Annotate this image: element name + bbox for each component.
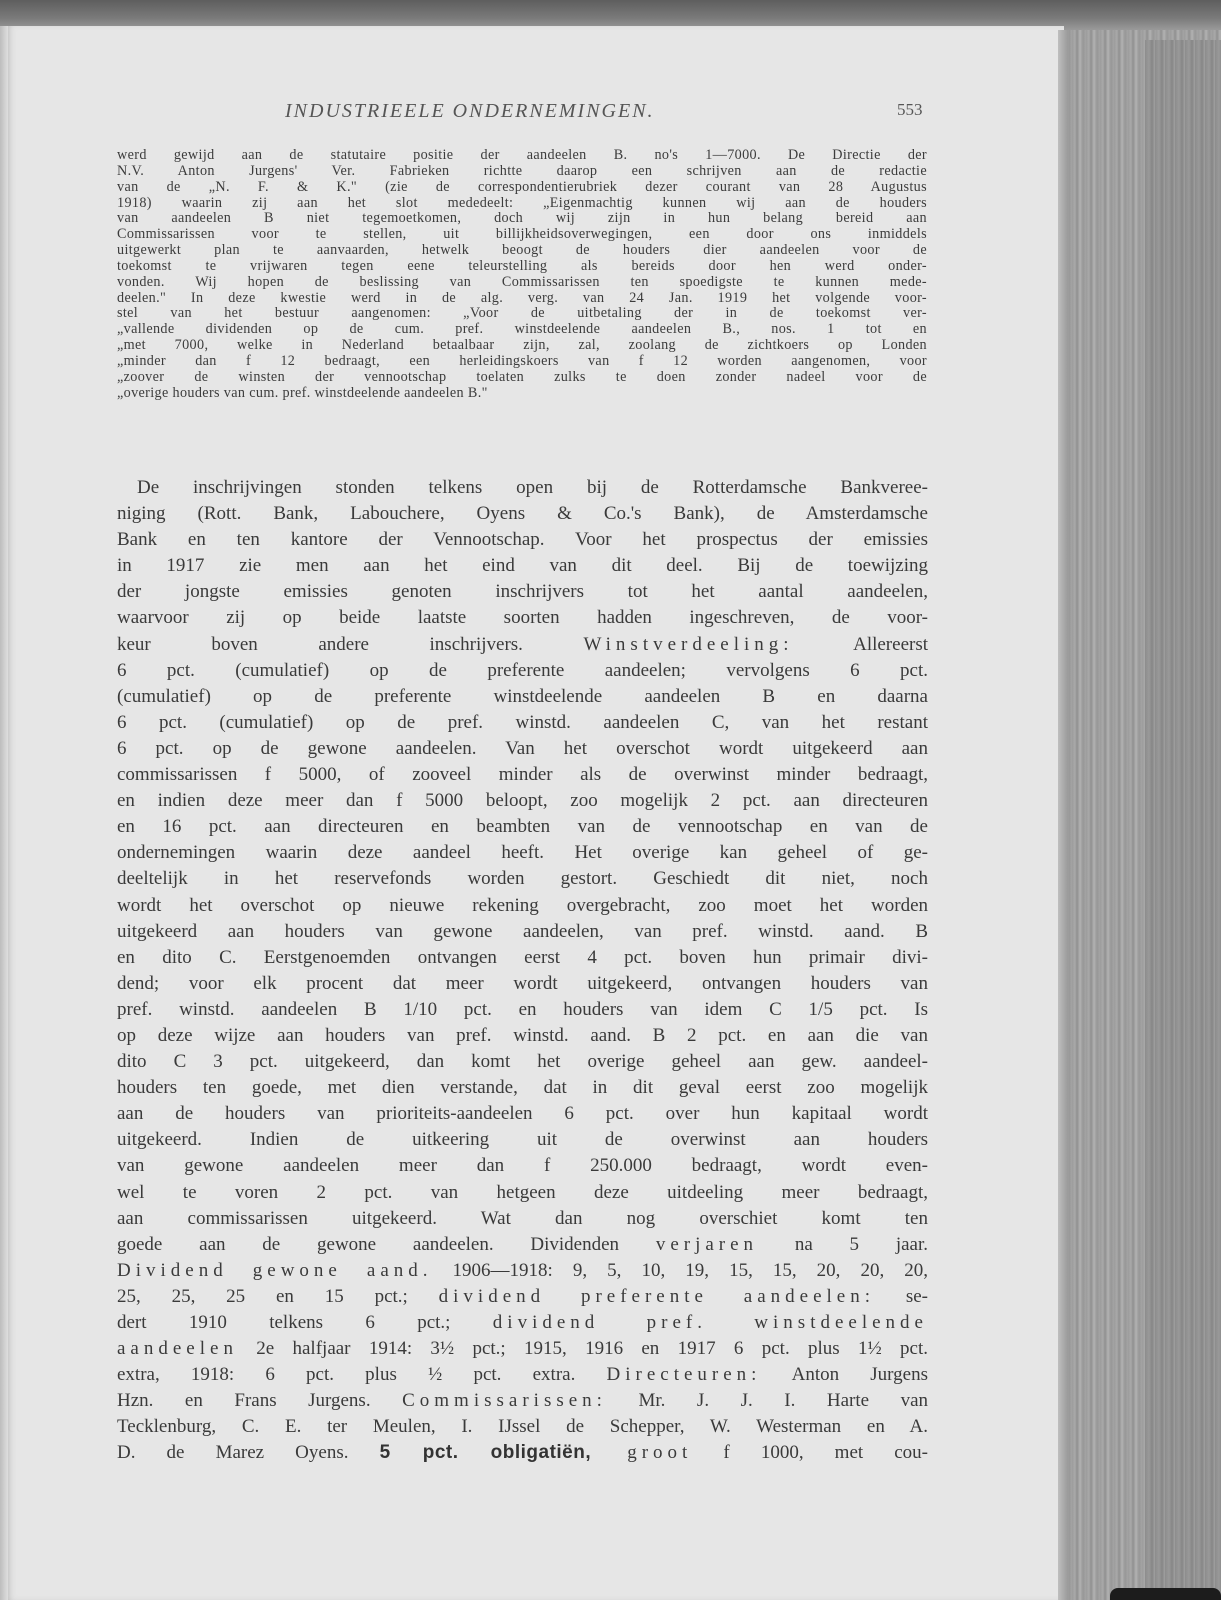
page-number: 553: [897, 100, 923, 119]
spaced-keyword: Dividend gewone aand.: [117, 1259, 433, 1281]
text-segment: en indien deze meer dan f 5000 beloopt, zoo mogelijk 2 pct. aan directeuren: [117, 790, 928, 812]
book-bottom-shadow: [1110, 1588, 1221, 1600]
text-segment: Bank en ten kantore der Vennootschap. Voor het prospectus der emissies: [117, 529, 928, 551]
text-segment: Tecklenburg, C. E. ter Meulen, I. IJssel de Schepper, W. Westerman en A.: [117, 1416, 928, 1438]
text-line: [117, 527, 928, 553]
main-paragraph: [117, 475, 928, 1467]
text-line: [117, 736, 928, 762]
text-segment: wordt het overschot op nieuwe rekening overgebracht, zoo moet het worden: [117, 894, 928, 916]
spaced-keyword: groot: [591, 1442, 693, 1464]
text-line: [117, 501, 928, 527]
text-line: [117, 893, 928, 919]
book-cover-edge: [1145, 40, 1221, 1600]
text-segment: waarvoor zij op beide laatste soorten hadden ingeschreven, de voor-: [117, 607, 928, 629]
text-line: [117, 788, 928, 814]
text-segment: uitgekeerd aan houders van gewone aandeelen, van pref. winstd. aand. B: [117, 920, 928, 942]
text-line: [117, 1258, 928, 1284]
text-segment: aan de houders van prioriteits-aandeelen 6 pct. over hun kapitaal wordt: [117, 1103, 928, 1125]
text-line: [117, 632, 928, 658]
text-segment: dend; voor elk procent dat meer wordt uitgekeerd, ontvangen houders van: [117, 972, 928, 994]
quote-line: N.V. Anton Jurgens' Ver. Fabrieken richtte daarop een schrijven aan de redactie: [117, 162, 927, 179]
text-line: [117, 1180, 928, 1206]
text-segment: deeltelijk in het reservefonds worden gestort. Geschiedt dit niet, noch: [117, 868, 928, 890]
quote-line: uitgewerkt plan te aanvaarden, hetwelk beoogt de houders dier aandeelen voor de: [117, 242, 927, 259]
text-line: [117, 1440, 928, 1466]
text-line: [117, 1284, 928, 1310]
text-line: [117, 971, 928, 997]
quote-line: „met 7000, welke in Nederland betaalbaar zijn, zal, zoolang de zichtkoers op Londen: [117, 337, 927, 354]
text-segment: De inschrijvingen stonden telkens open bij de Rotterdamsche Bankveree-: [137, 477, 928, 498]
text-line: [117, 945, 928, 971]
bold-heading: 5 pct. obligatiën,: [379, 1442, 592, 1464]
quote-line: toekomst te vrijwaren tegen eene teleurstelling als bereids door hen werd onder-: [117, 257, 927, 274]
text-segment: in 1917 zie men aan het eind van dit deel. Bij de toewijzing: [117, 555, 928, 577]
text-line: [117, 1206, 928, 1232]
text-segment: 6 pct. (cumulatief) op de preferente aandeelen; vervolgens 6 pct.: [117, 659, 928, 681]
text-segment: op deze wijze aan houders van pref. winstd. aand. B 2 pct. en aan die van: [117, 1024, 928, 1046]
quote-line: „vallende dividenden op de cum. pref. winstdeelende aandeelen B., nos. 1 tot en: [117, 321, 927, 338]
text-segment: Allereerst: [793, 633, 929, 655]
text-segment: Mr. J. J. I. Harte van: [606, 1390, 928, 1412]
running-header: INDUSTRIEELE ONDERNEMINGEN.: [285, 100, 655, 122]
text-segment: niging (Rott. Bank, Labouchere, Oyens & Co.'s Bank), de Amsterdamsche: [117, 503, 928, 525]
quote-line: van aandeelen B niet tegemoetkomen, doch wij zijn in hun belang bereid aan: [117, 210, 927, 227]
text-segment: houders ten goede, met dien verstande, dat in dit geval eerst zoo mogelijk: [117, 1077, 928, 1099]
quote-line: van de „N. F. & K." (zie de correspondentierubriek dezer courant van 28 Augustus: [117, 178, 927, 195]
text-line: [117, 1049, 928, 1075]
quote-line: vonden. Wij hopen de beslissing van Commissarissen ten spoedigste te kunnen mede-: [117, 273, 927, 290]
text-line: [117, 1310, 928, 1336]
spaced-keyword: Commissarissen:: [402, 1390, 607, 1412]
text-line: [117, 1101, 928, 1127]
spaced-keyword: Directeuren:: [606, 1364, 762, 1386]
spaced-keyword: dividend preferente aandeelen:: [438, 1285, 875, 1307]
text-line: [117, 1336, 928, 1362]
text-segment: pref. winstd. aandeelen B 1/10 pct. en houders van idem C 1/5 pct. Is: [117, 998, 928, 1020]
text-line: [117, 1388, 928, 1414]
text-segment: extra, 1918: 6 pct. plus ½ pct. extra.: [117, 1364, 607, 1386]
quote-line: deelen." In deze kwestie werd in de alg. verg. van 24 Jan. 1919 het volgende voor-: [117, 289, 927, 306]
text-segment: der jongste emissies genoten inschrijvers tot het aantal aandeelen,: [117, 581, 928, 603]
text-line: [117, 658, 928, 684]
text-line: [117, 814, 928, 840]
text-segment: en dito C. Eerstgenoemden ontvangen eerst 4 pct. boven hun primair divi-: [117, 946, 928, 968]
spaced-keyword: dividend pref. winstdeelende: [492, 1312, 928, 1333]
text-segment: aan commissarissen uitgekeerd. Wat dan nog overschiet komt ten: [117, 1207, 928, 1229]
text-line: [117, 710, 928, 736]
text-segment: se-: [875, 1285, 928, 1307]
text-line: [117, 579, 928, 605]
quote-line: „minder dan f 12 bedraagt, een herleidingskoers van f 12 worden aangenomen, voor: [117, 352, 927, 369]
spaced-keyword: Winstverdeeling:: [583, 633, 794, 655]
text-line: [117, 866, 928, 892]
text-segment: dert 1910 telkens 6 pct.;: [117, 1312, 493, 1333]
text-segment: 2e halfjaar 1914: 3½ pct.; 1915, 1916 en 1917 6 pct. plus 1½ pct.: [237, 1338, 928, 1360]
text-segment: keur boven andere inschrijvers.: [117, 633, 584, 655]
text-segment: D. de Marez Oyens.: [117, 1442, 380, 1464]
page-stack-shadow: [1058, 30, 1068, 1600]
text-line: [117, 762, 928, 788]
text-segment: f 1000, met cou-: [692, 1442, 929, 1464]
text-segment: commissarissen f 5000, of zooveel minder als de overwinst minder bedraagt,: [117, 764, 928, 786]
text-line: [117, 997, 928, 1023]
text-segment: van gewone aandeelen meer dan f 250.000 bedraagt, wordt even-: [117, 1155, 928, 1177]
page-left-edge: [0, 26, 8, 1600]
text-line: [117, 553, 928, 579]
quote-line: 1918) waarin zij aan het slot mededeelt: „Eigenmachtig kunnen wij aan de houders: [117, 194, 927, 211]
quote-line: „zoover de winsten der vennootschap toelaten zulks te doen zonder nadeel voor de: [117, 368, 927, 385]
quote-line: werd gewijd aan de statutaire positie der aandeelen B. no's 1—7000. De Directie der: [117, 147, 927, 163]
text-segment: 25, 25, 25 en 15 pct.;: [117, 1285, 439, 1307]
text-line: [117, 1023, 928, 1049]
text-segment: 6 pct. op de gewone aandeelen. Van het overschot wordt uitgekeerd aan: [117, 737, 928, 759]
text-segment: dito C 3 pct. uitgekeerd, dan komt het overige geheel aan gew. aandeel-: [117, 1051, 928, 1073]
text-segment: 6 pct. (cumulatief) op de pref. winstd. aandeelen C, van het restant: [117, 711, 928, 733]
quote-line: „overige houders van cum. pref. winstdeelende aandeelen B.": [117, 384, 488, 401]
text-segment: 1906—1918: 9, 5, 10, 19, 15, 15, 20, 20, 20,: [432, 1259, 929, 1281]
text-line: [117, 919, 928, 945]
text-segment: Anton Jurgens: [761, 1364, 928, 1386]
text-line: [117, 1362, 928, 1388]
text-line: [117, 1075, 928, 1101]
text-segment: uitgekeerd. Indien de uitkeering uit de overwinst aan houders: [117, 1129, 928, 1151]
quoted-correspondence-block: [117, 148, 927, 402]
text-line: [117, 840, 928, 866]
text-segment: na 5 jaar.: [758, 1233, 929, 1255]
text-segment: wel te voren 2 pct. van hetgeen deze uitdeeling meer bedraagt,: [117, 1181, 928, 1203]
text-line: [117, 1127, 928, 1153]
text-line: [117, 475, 928, 501]
text-segment: en 16 pct. aan directeuren en beambten van de vennootschap en van de: [117, 816, 928, 838]
spaced-keyword: aandeelen: [117, 1338, 238, 1360]
text-segment: goede aan de gewone aandeelen. Dividenden: [117, 1233, 656, 1255]
quote-line: stel van het bestuur aangenomen: „Voor de uitbetaling der in de toekomst ver-: [117, 305, 927, 322]
text-segment: (cumulatief) op de preferente winstdeelende aandeelen B en daarna: [117, 685, 928, 707]
text-line: [117, 605, 928, 631]
text-line: [117, 684, 928, 710]
text-segment: ondernemingen waarin deze aandeel heeft. Het overige kan geheel of ge-: [117, 842, 928, 864]
quote-line: Commissarissen voor te stellen, uit billijkheidsoverwegingen, een door ons inmiddels: [117, 226, 927, 243]
spaced-keyword: verjaren: [655, 1233, 759, 1255]
text-line: [117, 1414, 928, 1440]
text-line: [117, 1232, 928, 1258]
text-line: [117, 1153, 928, 1179]
text-segment: Hzn. en Frans Jurgens.: [117, 1390, 403, 1412]
